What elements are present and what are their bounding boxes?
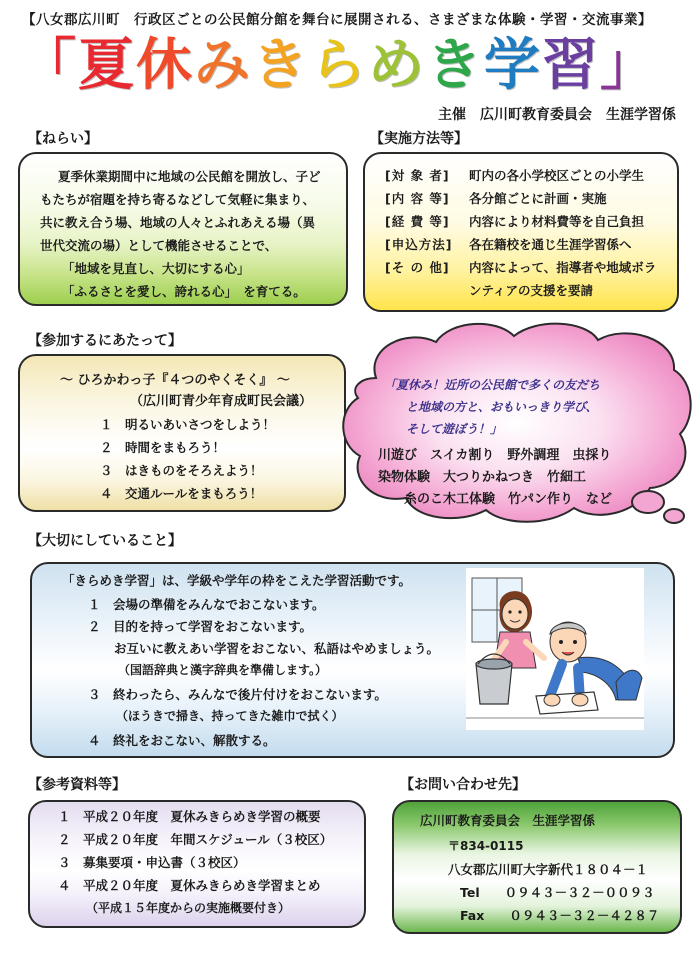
important-num: ３ bbox=[88, 687, 101, 702]
important-num: ２ bbox=[88, 619, 101, 634]
method-value: ンティアの支援を要請 bbox=[469, 283, 594, 298]
fax-number: ０９４３－３２－４２８７ bbox=[509, 908, 660, 923]
reference-num: ４ bbox=[58, 878, 71, 893]
participation-council: （広川町青少年育成町民会議） bbox=[130, 394, 313, 409]
cloud-activities: 川遊び スイカ割り 野外調理 虫採り bbox=[378, 448, 612, 463]
important-line bbox=[88, 594, 325, 615]
reference-item bbox=[58, 852, 246, 873]
method-box bbox=[363, 152, 679, 312]
important-text: 目的を持って学習をおこないます。 bbox=[113, 619, 313, 634]
aim-box bbox=[18, 152, 348, 306]
method-value: 内容により材料費等を自己負担 bbox=[469, 214, 645, 229]
aim-heading: 【ねらい】 bbox=[28, 131, 98, 147]
important-line bbox=[88, 730, 276, 751]
cloud-activities: 染物体験 大つりかねつき 竹細工 bbox=[378, 470, 587, 485]
method-label: [そ の 他] bbox=[385, 260, 450, 275]
reference-text: 平成２０年度 年間スケジュール（３校区） bbox=[83, 832, 333, 847]
reference-item bbox=[58, 875, 321, 896]
participation-heading: 【参加するにあたって】 bbox=[28, 333, 182, 349]
important-num: １ bbox=[88, 597, 101, 612]
promise-num: ２ bbox=[100, 440, 113, 455]
reference-item bbox=[58, 829, 332, 850]
contact-box bbox=[392, 800, 682, 934]
contact-address: 八女郡広川町大字新代１８０４－１ bbox=[448, 862, 649, 877]
title-char: 」 bbox=[600, 33, 658, 98]
promise-item bbox=[100, 483, 262, 504]
promise-item bbox=[100, 437, 225, 458]
contact-fax bbox=[460, 905, 659, 926]
reference-item bbox=[58, 806, 321, 827]
reference-text: 平成２０年度 夏休みきらめき学習の概要 bbox=[83, 809, 321, 824]
contact-tel bbox=[460, 882, 655, 903]
method-label: [経 費 等] bbox=[385, 214, 450, 229]
title-char: き bbox=[252, 33, 310, 98]
promise-text: 交通ルールをまもろう！ bbox=[125, 486, 263, 501]
title-char: み bbox=[194, 33, 252, 98]
important-line bbox=[88, 616, 312, 637]
fax-label: Fax bbox=[460, 908, 485, 923]
aim-line: 共に教え合う場、地域の人々とふれあえる場（異 bbox=[40, 215, 316, 230]
important-line bbox=[88, 684, 387, 705]
reference-text: 募集要項・申込書（３校区） bbox=[83, 855, 246, 870]
important-text: 会場の準備をみんなでおこないます。 bbox=[113, 597, 325, 612]
title-char: 「 bbox=[20, 33, 78, 98]
important-text: 終礼をおこない、解散する。 bbox=[113, 733, 276, 748]
title-char: ら bbox=[310, 33, 368, 98]
method-value: 内容によって、指導者や地域ボラ bbox=[469, 260, 657, 275]
important-text: 終わったら、みんなで後片付けをおこないます。 bbox=[113, 687, 387, 702]
method-label: [対 象 者] bbox=[385, 168, 450, 183]
cloud-quote-line: 「夏休み！近所の公民館で多くの友だち bbox=[384, 378, 601, 392]
method-heading: 【実施方法等】 bbox=[370, 131, 468, 147]
page-title bbox=[20, 33, 658, 98]
references-heading: 【参考資料等】 bbox=[28, 777, 126, 793]
promise-text: はきものをそろえよう！ bbox=[125, 463, 263, 478]
title-char: 夏 bbox=[78, 33, 136, 98]
reference-num: １ bbox=[58, 809, 71, 824]
title-char: き bbox=[426, 33, 484, 98]
title-char: め bbox=[368, 33, 426, 98]
promise-text: 時間をまもろう！ bbox=[125, 440, 226, 455]
important-line: （ほうきで掃き、持ってきた雑巾で拭く） bbox=[116, 709, 344, 723]
aim-line: もたちが宿題を持ち寄るなどして気軽に集まり、 bbox=[40, 192, 316, 207]
important-line: お互いに教えあい学習をおこない、私語はやめましょう。 bbox=[114, 641, 440, 656]
title-char: 学 bbox=[484, 33, 542, 98]
important-intro: 「きらめき学習」は、学級や学年の枠をこえた学習活動です。 bbox=[62, 573, 412, 588]
important-line: （国語辞典と漢字辞典を準備します。） bbox=[118, 663, 328, 677]
promise-num: １ bbox=[100, 417, 113, 432]
promise-item bbox=[100, 414, 275, 435]
tel-label: Tel bbox=[460, 885, 480, 900]
participation-subtitle: ～ ひろかわっ子『４つのやくそく』 ～ bbox=[60, 373, 290, 388]
title-char: 習 bbox=[542, 33, 600, 98]
cloud-quote-line: と地域の方と、おもいっきり学び、 bbox=[406, 400, 598, 414]
cloud-activities: 糸のこ木工体験 竹パン作り など bbox=[404, 492, 613, 507]
promise-item bbox=[100, 460, 263, 481]
method-value: 町内の各小学校区ごとの小学生 bbox=[469, 168, 645, 183]
header-tagline: 【八女郡広川町 行政区ごとの公民館分館を舞台に展開される、さまざまな体験・学習・交流事業】 bbox=[22, 12, 652, 28]
aim-line: 夏季休業期間中に地域の公民館を開放し、子ど bbox=[58, 169, 321, 184]
reference-text: 平成２０年度 夏休みきらめき学習まとめ bbox=[83, 878, 321, 893]
reference-num: ２ bbox=[58, 832, 71, 847]
contact-postal: 〒834-0115 bbox=[448, 839, 524, 853]
method-label: [申込方法] bbox=[385, 237, 453, 252]
important-heading: 【大切にしていること】 bbox=[28, 533, 182, 549]
method-value: 各分館ごとに計画・実施 bbox=[469, 191, 607, 206]
tel-number: ０９４３－３２－００９３ bbox=[504, 885, 655, 900]
aim-line: 「地域を見直し、大切にする心」 bbox=[62, 261, 250, 276]
sponsor-line: 主催 広川町教育委員会 生涯学習係 bbox=[438, 107, 676, 123]
reference-num: ３ bbox=[58, 855, 71, 870]
aim-line: 世代交流の場）として機能させることで、 bbox=[40, 238, 278, 253]
cloud-quote-line: そして遊ぼう！」 bbox=[406, 422, 503, 436]
promise-text: 明るいあいさつをしよう！ bbox=[125, 417, 276, 432]
important-num: ４ bbox=[88, 733, 101, 748]
promise-num: ４ bbox=[100, 486, 113, 501]
promise-num: ３ bbox=[100, 463, 113, 478]
references-box bbox=[28, 800, 366, 928]
contact-org: 広川町教育委員会 生涯学習係 bbox=[420, 813, 596, 828]
title-char: 休 bbox=[136, 33, 194, 98]
cleaning-children-illustration bbox=[466, 568, 644, 730]
participation-box bbox=[18, 354, 346, 512]
method-label: [内 容 等] bbox=[385, 191, 450, 206]
aim-line: 「ふるさとを愛し、誇れる心」 を育てる。 bbox=[62, 284, 306, 299]
contact-heading: 【お問い合わせ先】 bbox=[400, 777, 526, 793]
method-value: 各在籍校を通じ生涯学習係へ bbox=[469, 237, 632, 252]
reference-item: （平成１５年度からの実施概要付き） bbox=[86, 901, 291, 915]
